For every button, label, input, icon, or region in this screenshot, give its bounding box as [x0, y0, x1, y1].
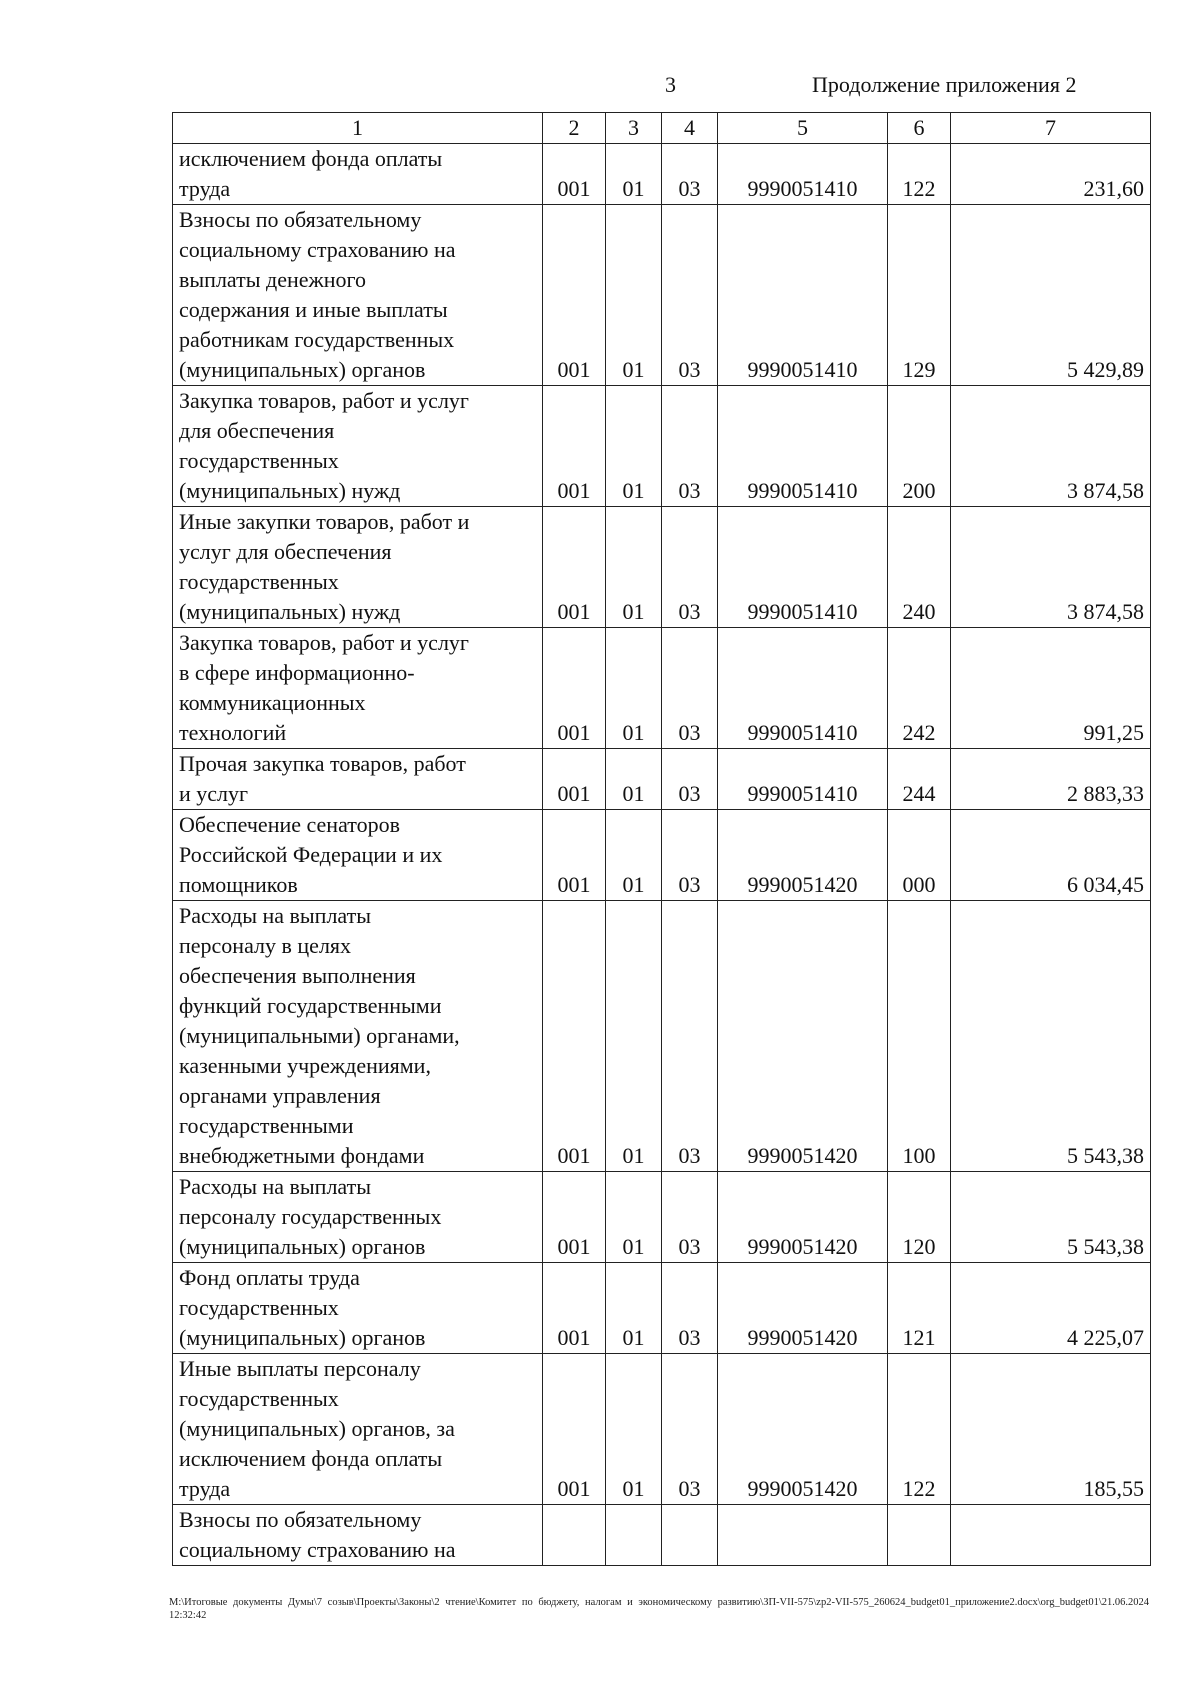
table-row: [173, 1354, 1151, 1505]
expense-name: Закупка товаров, работ и услуг для обеспечения государственных (муниципальных) нужд: [173, 386, 543, 507]
amount: 5 543,38: [951, 901, 1151, 1172]
expense-type-code: [888, 1505, 951, 1566]
column-header: 2: [543, 113, 606, 144]
section-code: 01: [606, 749, 662, 810]
amount: 3 874,58: [951, 507, 1151, 628]
table-row: [173, 386, 1151, 507]
section-code: 01: [606, 1354, 662, 1505]
ministry-code: [543, 1505, 606, 1566]
subsection-code: 03: [662, 1263, 718, 1354]
expense-type-code: 240: [888, 507, 951, 628]
table-row: [173, 1505, 1151, 1566]
ministry-code: 001: [543, 1354, 606, 1505]
expense-name: Расходы на выплаты персоналу в целях обеспечения выполнения функций государственными (муниципальными) органами, казенными учреждениями, органами управления государственными внебюджетными фондами: [173, 901, 543, 1172]
expense-type-code: 244: [888, 749, 951, 810]
column-header: 7: [951, 113, 1151, 144]
amount: 6 034,45: [951, 810, 1151, 901]
table-row: [173, 1263, 1151, 1354]
expense-name: Взносы по обязательному социальному страхованию на выплаты денежного содержания и иные выплаты работникам государственных (муниципальных) органов: [173, 205, 543, 386]
target-article-code: 9990051410: [718, 205, 888, 386]
amount: 2 883,33: [951, 749, 1151, 810]
header-row: [173, 113, 1151, 144]
document-file-path: M:\Итоговые документы Думы\7 созыв\Проекты\Законы\2 чтение\Комитет по бюджету, налогам и экономическому развитию\ЗП-VII-575\zp2-VII-575_260624_budget01_приложение2.docx\org_budget01\21.06.2024 12:32:42: [169, 1597, 1149, 1621]
table-row: [173, 749, 1151, 810]
target-article-code: 9990051420: [718, 810, 888, 901]
target-article-code: 9990051420: [718, 1172, 888, 1263]
expense-type-code: 000: [888, 810, 951, 901]
expense-type-code: 200: [888, 386, 951, 507]
subsection-code: 03: [662, 901, 718, 1172]
expense-name: Закупка товаров, работ и услуг в сфере информационно- коммуникационных технологий: [173, 628, 543, 749]
expense-type-code: 129: [888, 205, 951, 386]
column-header: 5: [718, 113, 888, 144]
table-row: [173, 205, 1151, 386]
ministry-code: 001: [543, 507, 606, 628]
page-number: 3: [665, 72, 676, 97]
section-code: 01: [606, 810, 662, 901]
ministry-code: 001: [543, 901, 606, 1172]
ministry-code: 001: [543, 749, 606, 810]
expense-type-code: 121: [888, 1263, 951, 1354]
target-article-code: 9990051420: [718, 1354, 888, 1505]
subsection-code: 03: [662, 1354, 718, 1505]
expense-name: Иные выплаты персоналу государственных (муниципальных) органов, за исключением фонда оплаты труда: [173, 1354, 543, 1505]
expense-name: Фонд оплаты труда государственных (муниципальных) органов: [173, 1263, 543, 1354]
ministry-code: 001: [543, 628, 606, 749]
subsection-code: 03: [662, 205, 718, 386]
section-code: 01: [606, 628, 662, 749]
expense-type-code: 122: [888, 144, 951, 205]
ministry-code: 001: [543, 1172, 606, 1263]
subsection-code: 03: [662, 144, 718, 205]
subsection-code: [662, 1505, 718, 1566]
target-article-code: 9990051420: [718, 901, 888, 1172]
amount: 5 429,89: [951, 205, 1151, 386]
target-article-code: 9990051410: [718, 386, 888, 507]
amount: 185,55: [951, 1354, 1151, 1505]
expense-name: Взносы по обязательному социальному страхованию на: [173, 1505, 543, 1566]
subsection-code: 03: [662, 1172, 718, 1263]
subsection-code: 03: [662, 810, 718, 901]
expense-type-code: 122: [888, 1354, 951, 1505]
ministry-code: 001: [543, 144, 606, 205]
column-header: 6: [888, 113, 951, 144]
ministry-code: 001: [543, 1263, 606, 1354]
table-row: [173, 810, 1151, 901]
amount: 3 874,58: [951, 386, 1151, 507]
table-row: [173, 1172, 1151, 1263]
subsection-code: 03: [662, 507, 718, 628]
table-row: [173, 507, 1151, 628]
subsection-code: 03: [662, 749, 718, 810]
expense-type-code: 100: [888, 901, 951, 1172]
table-row: [173, 144, 1151, 205]
expense-name: исключением фонда оплаты труда: [173, 144, 543, 205]
column-header: 3: [606, 113, 662, 144]
table-row: [173, 901, 1151, 1172]
section-code: 01: [606, 386, 662, 507]
amount: 4 225,07: [951, 1263, 1151, 1354]
expense-name: Иные закупки товаров, работ и услуг для обеспечения государственных (муниципальных) нужд: [173, 507, 543, 628]
section-code: 01: [606, 1263, 662, 1354]
expense-name: Прочая закупка товаров, работ и услуг: [173, 749, 543, 810]
section-code: 01: [606, 507, 662, 628]
target-article-code: 9990051410: [718, 144, 888, 205]
target-article-code: [718, 1505, 888, 1566]
section-code: 01: [606, 1172, 662, 1263]
continuation-label: Продолжение приложения 2: [812, 72, 1077, 97]
ministry-code: 001: [543, 205, 606, 386]
ministry-code: 001: [543, 810, 606, 901]
budget-table: [172, 112, 1151, 1566]
target-article-code: 9990051410: [718, 507, 888, 628]
expense-name: Обеспечение сенаторов Российской Федерации и их помощников: [173, 810, 543, 901]
target-article-code: 9990051410: [718, 628, 888, 749]
expense-name: Расходы на выплаты персоналу государственных (муниципальных) органов: [173, 1172, 543, 1263]
target-article-code: 9990051410: [718, 749, 888, 810]
table-row: [173, 628, 1151, 749]
section-code: 01: [606, 144, 662, 205]
amount: 231,60: [951, 144, 1151, 205]
amount: [951, 1505, 1151, 1566]
amount: 991,25: [951, 628, 1151, 749]
subsection-code: 03: [662, 628, 718, 749]
expense-type-code: 120: [888, 1172, 951, 1263]
section-code: 01: [606, 205, 662, 386]
column-header: 4: [662, 113, 718, 144]
expense-type-code: 242: [888, 628, 951, 749]
subsection-code: 03: [662, 386, 718, 507]
column-header: 1: [173, 113, 543, 144]
ministry-code: 001: [543, 386, 606, 507]
amount: 5 543,38: [951, 1172, 1151, 1263]
section-code: 01: [606, 901, 662, 1172]
section-code: [606, 1505, 662, 1566]
target-article-code: 9990051420: [718, 1263, 888, 1354]
